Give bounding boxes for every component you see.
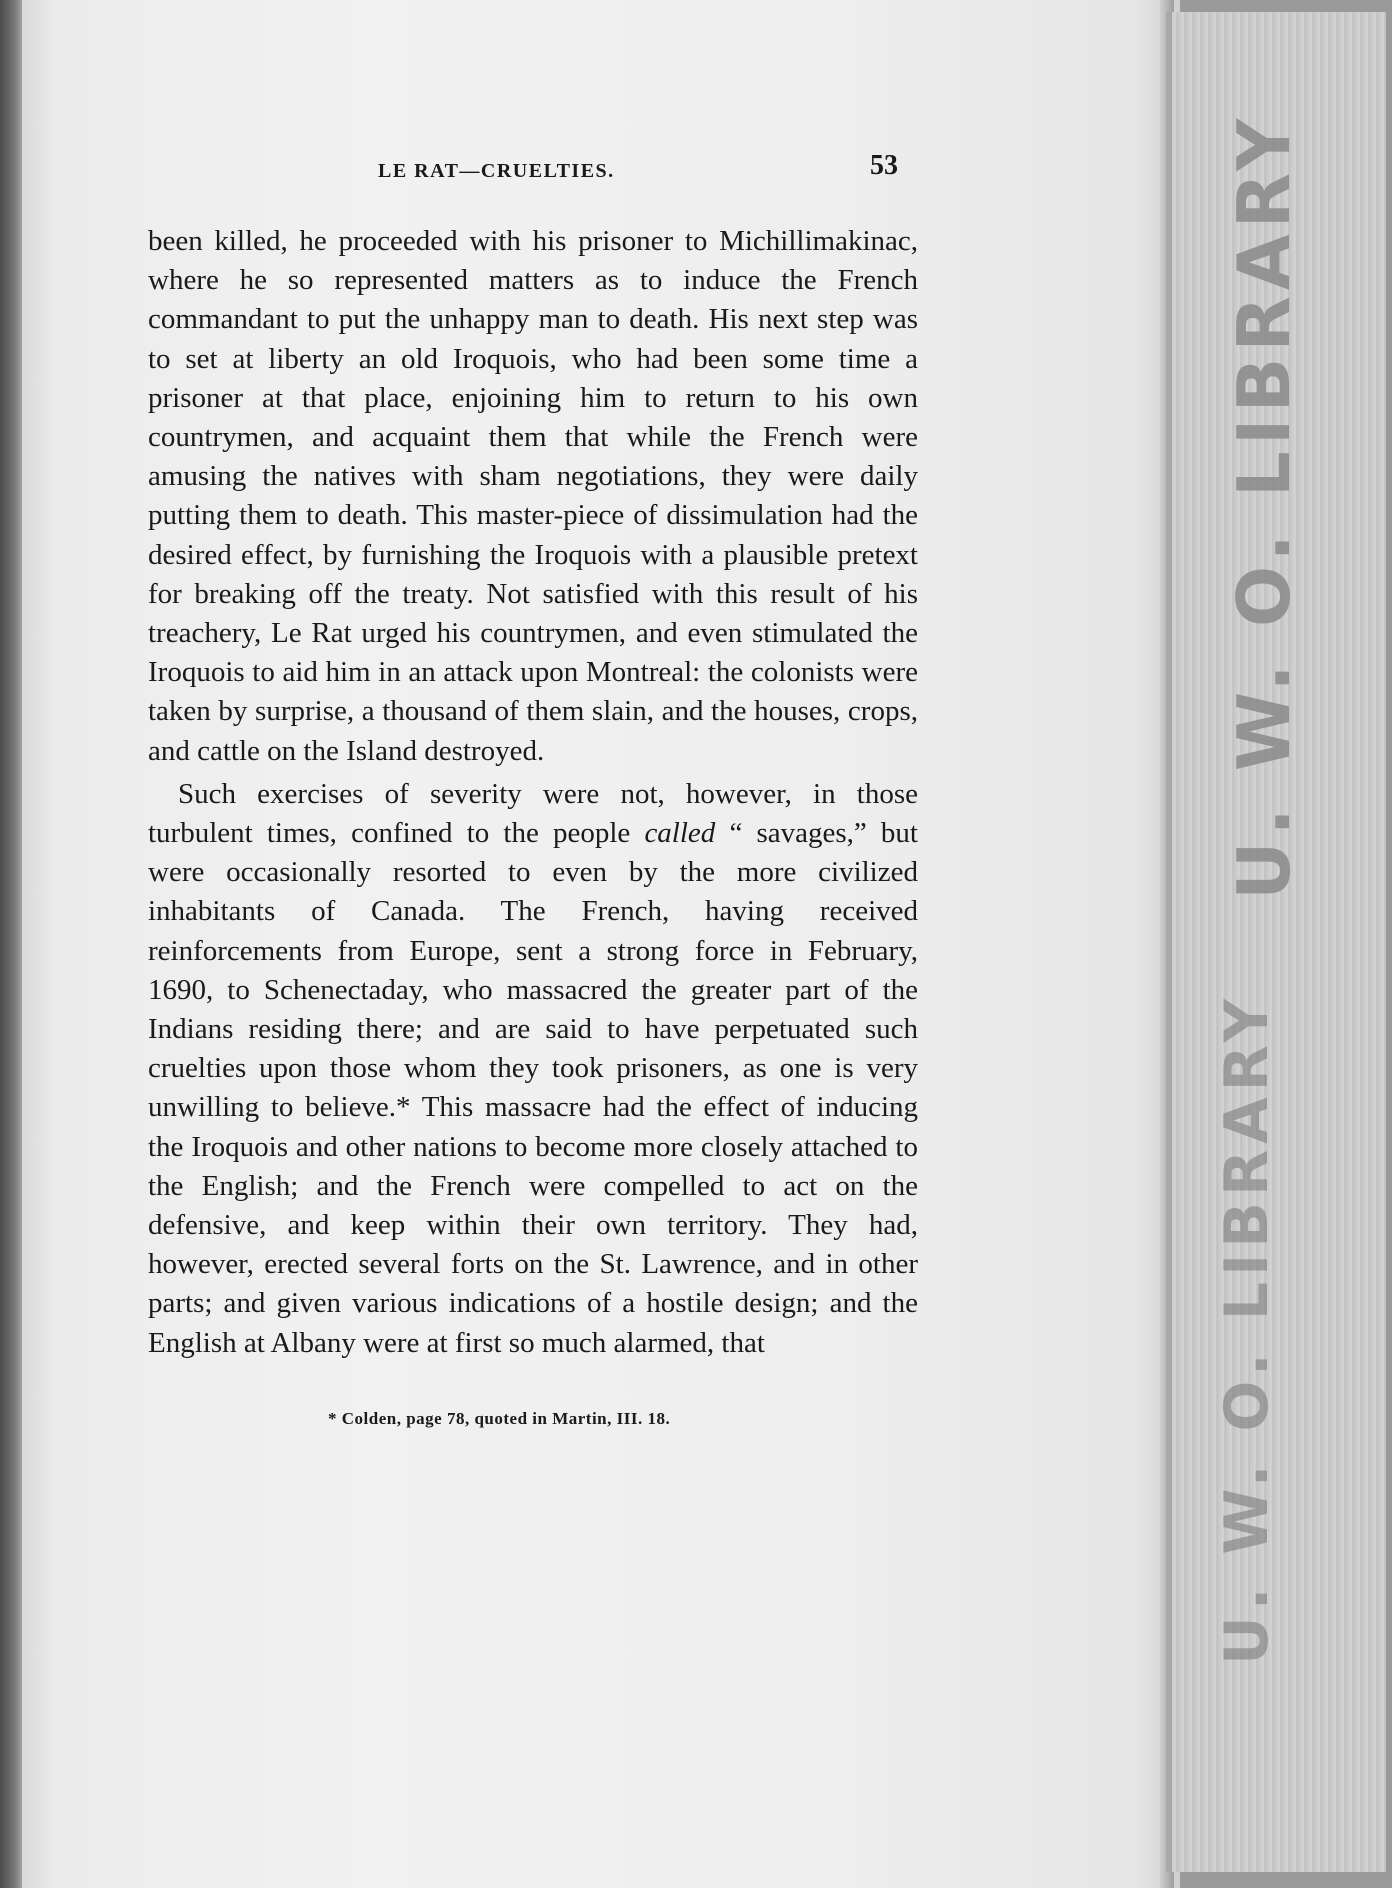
paragraph-1: been killed, he proceeded with his prisoner to Michillimakinac, where he so represented matters as to induce the French commandant to put the unhappy man to death. His next step was to set at liberty an old Iroquois, who had been some time a prisoner at that place, enjoining him to return to his own countrymen, and acquaint them that while the French were amusing the natives with sham negotiations, they were daily putting them to death. This master-piece of dissimulation had the desired effect, by furnishing the Iroquois with a plausible pretext for breaking off the treaty. Not satisfied with this result of his treachery, Le Rat urged his countrymen, and even stimulated the Iroquois to aid him in an attack upon Montreal: the colonists were taken by surprise, a thousand of them slain, and the houses, crops, and cattle on the Island destroyed.	[148, 225, 918, 767]
paragraph-2-emphasis: called	[644, 817, 716, 850]
page-number: 53	[870, 150, 898, 181]
text-block	[148, 150, 918, 1429]
paragraph-2-part-a: Such exercises of severity were not, however, in those turbulent times, confined to the people	[148, 777, 918, 850]
running-head	[148, 150, 918, 198]
library-stamp-lower: U. W. O. LIBRARY	[1212, 992, 1282, 1665]
paragraph-2-part-b: “ savages,” but were occasionally resorted to even by the more civilized inhabitants of Canada. The French, having received reinforcements from Europe, sent a strong force in February, 1690, to Schenectaday, who massacred the greater part of the Indians residing there; and are said to have perpetuated such cruelties upon those whom they took prisoners, as one is very unwilling to believe.* This massacre had the effect of inducing the Iroquois and other nations to become more closely attached to the English; and the French were compelled to act on the defensive, and keep within their own territory. They had, however, erected several forts on the St. Lawrence, and in other parts; and given various indications of a hostile design; and the English at Albany were at first so much alarmed, that	[148, 817, 918, 1359]
body-text	[148, 222, 918, 1363]
footnote: * Colden, page 78, quoted in Martin, III. 18.	[328, 1408, 671, 1428]
running-title: LE RAT—CRUELTIES.	[378, 160, 615, 182]
paragraph-2	[148, 775, 918, 1363]
library-stamp-upper: U. W. O. LIBRARY	[1222, 112, 1306, 900]
